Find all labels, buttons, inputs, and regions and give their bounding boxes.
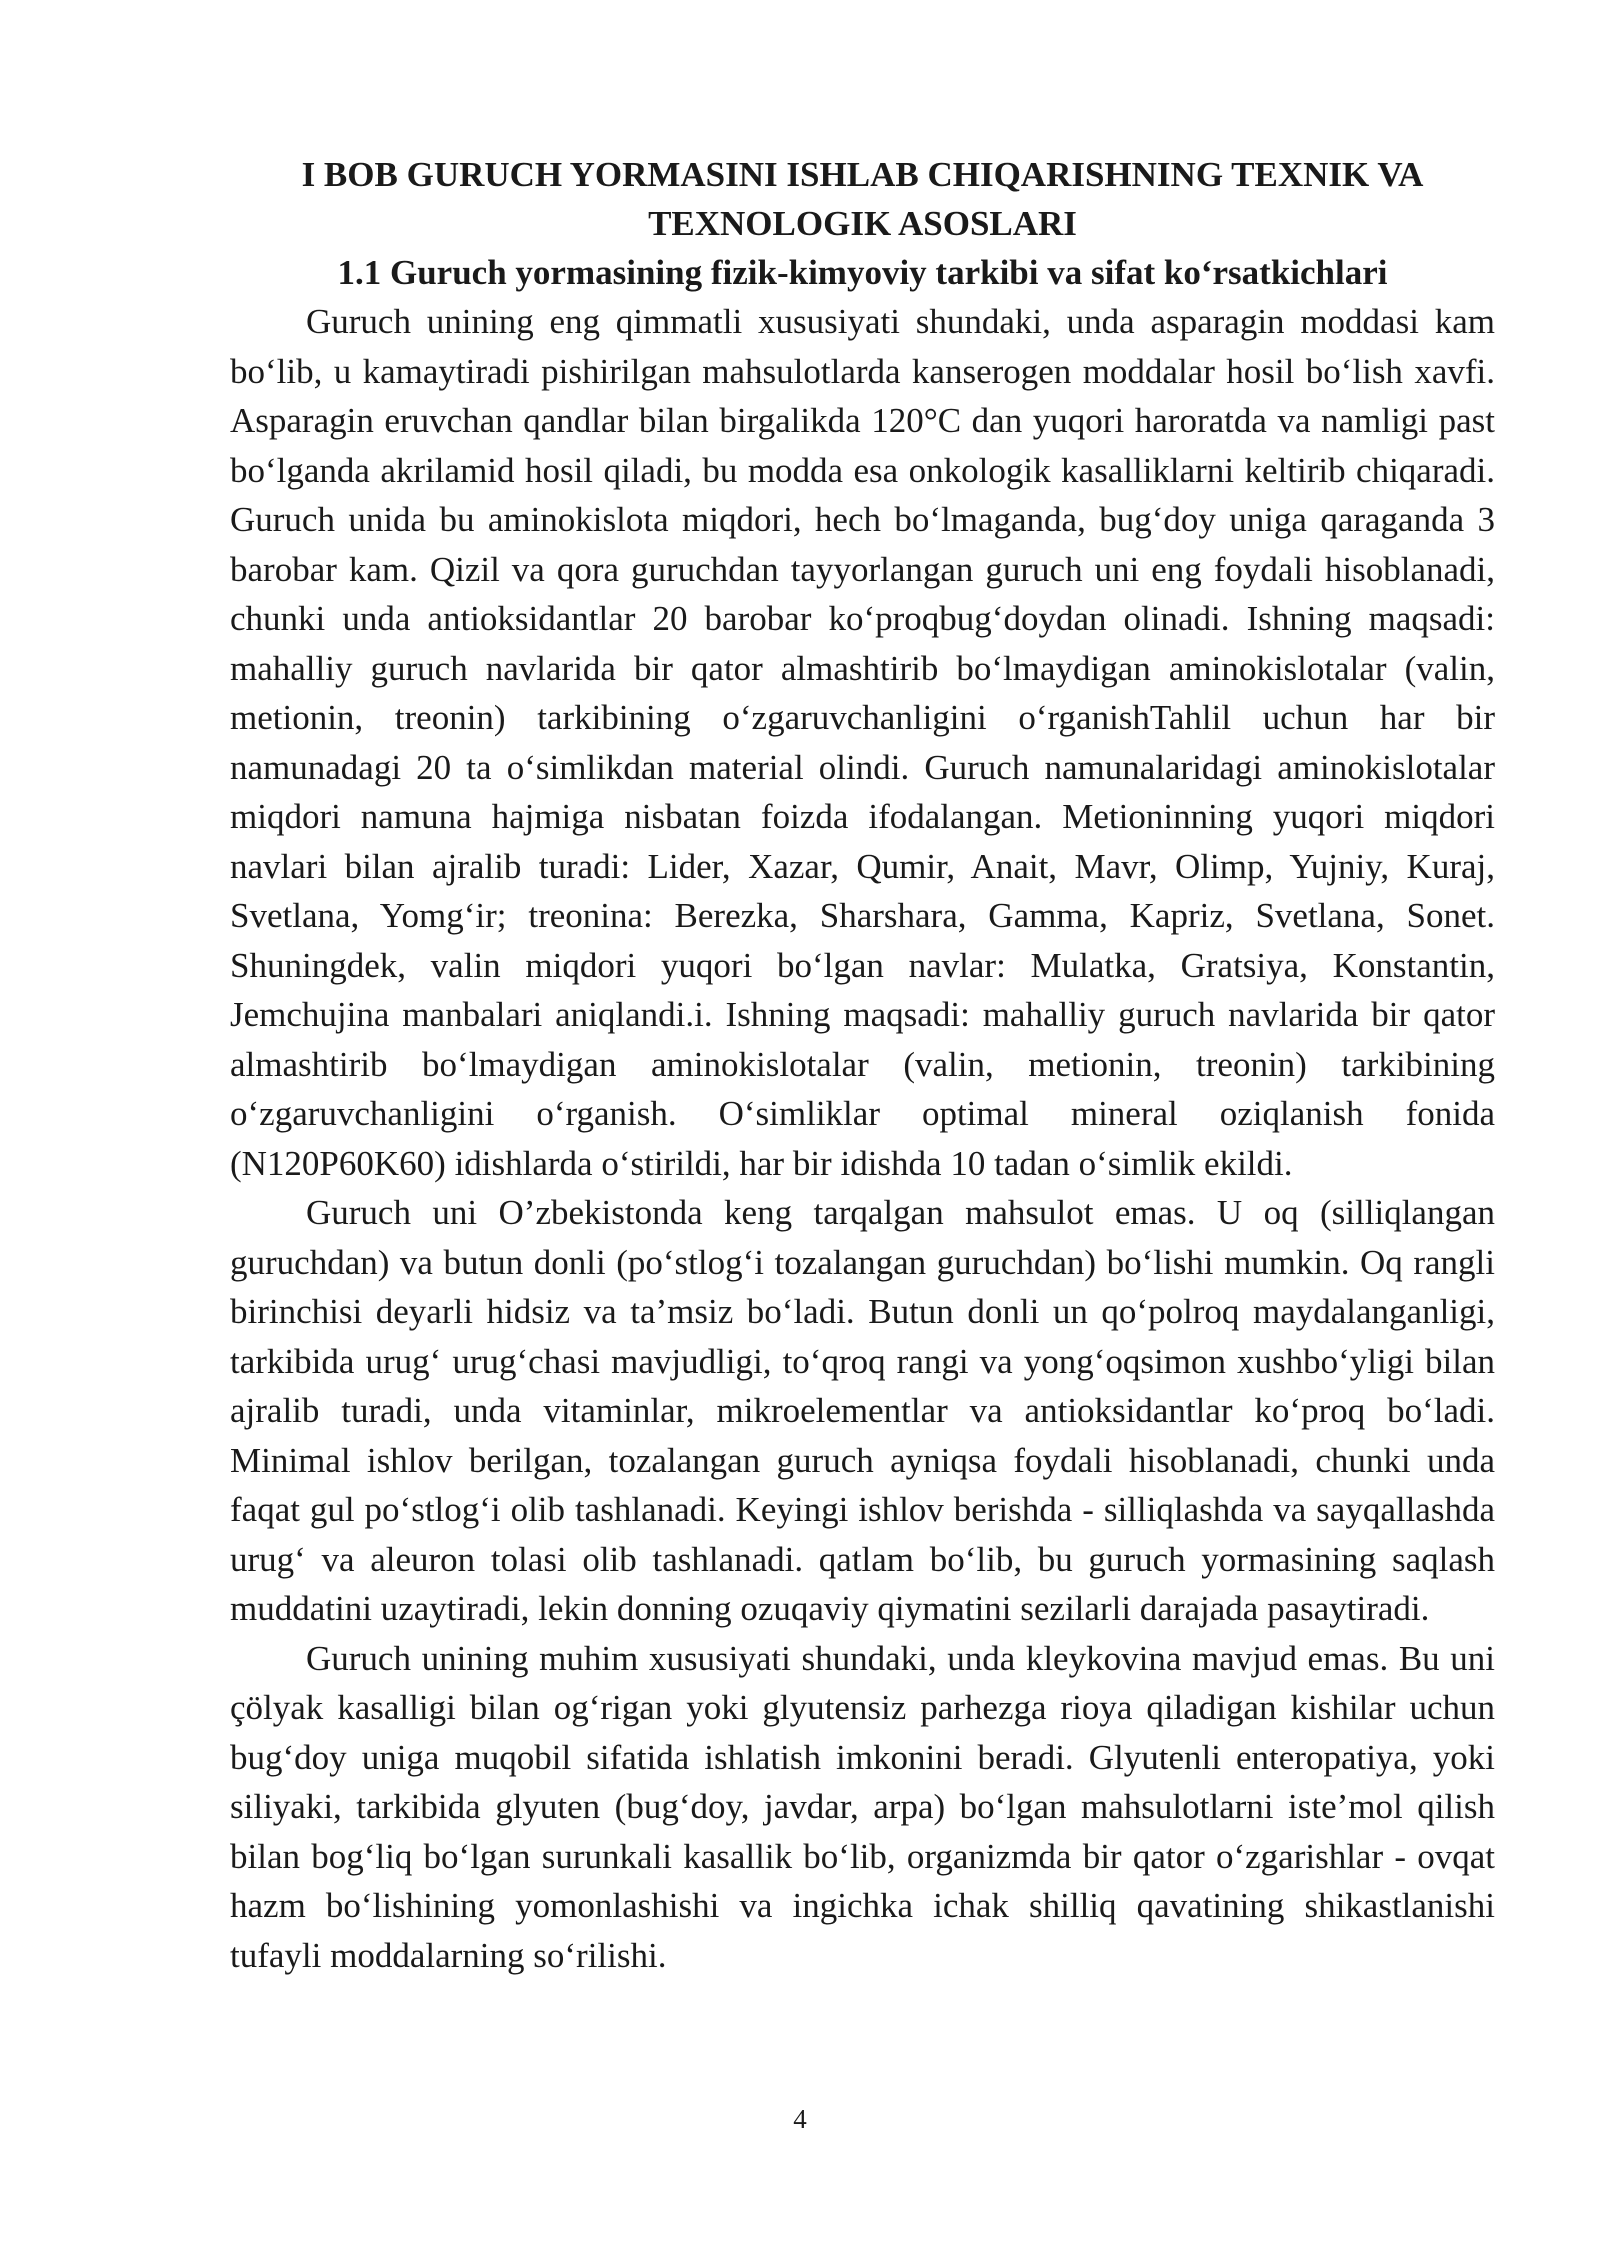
body-paragraph-1: Guruch unining eng qimmatli xususiyati shundaki, unda asparagin moddasi kam boʻlib, u kamaytiradi pishirilgan mahsulotlarda kanserogen moddalar hosil boʻlish xavfi. Asparagin eruvchan qandlar bilan birgalikda 120°C dan yuqori haroratda va namligi past boʻlganda akrilamid hosil qiladi, bu modda esa onkologik kasalliklarni keltirib chiqaradi. Guruch unida bu aminokislota miqdori, hech boʻlmaganda, bugʻdoy uniga qaraganda 3 barobar kam. Qizil va qora guruchdan tayyorlangan guruch uni eng foydali hisoblanadi, chunki unda antioksidantlar 20 barobar koʻproqbugʻdoydan olinadi. Ishning maqsadi: mahalliy guruch navlarida bir qator almashtirib boʻlmaydigan aminokislotalar (valin, metionin, treonin) tarkibining oʻzgaruvchanligini oʻrganishTahlil uchun har bir namunadagi 20 ta oʻsimlikdan material olindi. Guruch namunalaridagi aminokislotalar miqdori namuna hajmiga nisbatan foizda ifodalangan. Metioninning yuqori miqdori navlari bilan ajralib turadi: Lider, Xazar, Qumir, Anait, Mavr, Olimp, Yujniy, Kuraj, Svetlana, Yomgʻir; treonina: Berezka, Sharshara, Gamma, Kapriz, Svetlana, Sonet. Shuningdek, valin miqdori yuqori boʻlgan navlar: Mulatka, Gratsiya, Konstantin, Jemchujina manbalari aniqlandi.i. Ishning maqsadi: mahalliy guruch navlarida bir qator almashtirib boʻlmaydigan aminokislotalar (valin, metionin, treonin) tarkibining oʻzgaruvchanligini oʻrganish. Oʻsimliklar optimal mineral oziqlanish fonida (N120P60K60) idishlarda oʻstirildi, har bir idishda 10 tadan oʻsimlik ekildi.: [230, 302, 1495, 1183]
body-paragraph-3: Guruch unining muhim xususiyati shundaki, unda kleykovina mavjud emas. Bu uni çölyak kasalligi bilan ogʻrigan yoki glyutensiz parhezga rioya qiladigan kishilar uchun bugʻdoy uniga muqobil sifatida ishlatish imkonini beradi. Glyutenli enteropatiya, yoki siliyaki, tarkibida glyuten (bugʻdoy, javdar, arpa) boʻlgan mahsulotlarni iste’mol qilish bilan bogʻliq boʻlgan surunkali kasallik boʻlib, organizmda bir qator oʻzgarishlar - ovqat hazm boʻlishining yomonlashishi va ingichka ichak shilliq qavatining shikastlanishi tufayli moddalarning soʻrilishi.: [230, 1638, 1495, 1975]
document-page: [230, 150, 1495, 1980]
page-number: 4: [793, 2104, 807, 2134]
chapter-title: I BOB GURUCH YORMASINI ISHLAB CHIQARISHNING TEXNIK VA TEXNOLOGIK ASOSLARI: [301, 155, 1424, 243]
section-title: 1.1 Guruch yormasining fizik-kimyoviy tarkibi va sifat koʻrsatkichlari: [337, 253, 1388, 292]
body-paragraph-2: Guruch uni O’zbekistonda keng tarqalgan mahsulot emas. U oq (silliqlangan guruchdan) va butun donli (poʻstlogʻi tozalangan guruchdan) boʻlishi mumkin. Oq rangli birinchisi deyarli hidsiz va ta’msiz boʻladi. Butun donli un qoʻpolroq maydalanganligi, tarkibida urugʻ urugʻchasi mavjudligi, toʻqroq rangi va yongʻoqsimon xushboʻyligi bilan ajralib turadi, unda vitaminlar, mikroelementlar va antioksidantlar koʻproq boʻladi. Minimal ishlov berilgan, tozalangan guruch ayniqsa foydali hisoblanadi, chunki unda faqat gul poʻstlogʻi olib tashlanadi. Keyingi ishlov berishda - silliqlashda va sayqallashda urugʻ va aleuron tolasi olib tashlanadi. qatlam boʻlib, bu guruch yormasining saqlash muddatini uzaytiradi, lekin donning ozuqaviy qiymatini sezilarli darajada pasaytiradi.: [230, 1193, 1495, 1628]
